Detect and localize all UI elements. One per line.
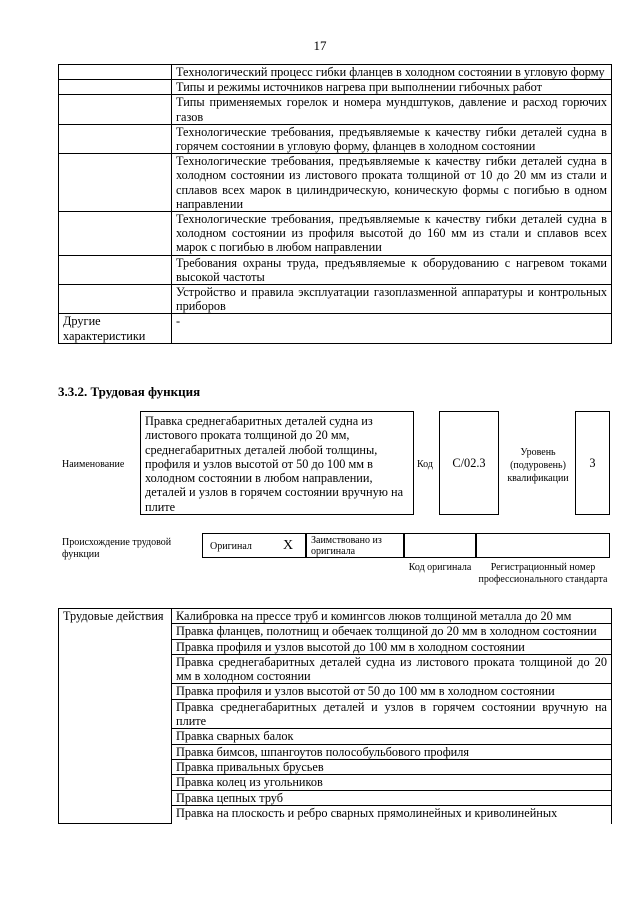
requirement-item: Устройство и правила эксплуатации газоплазменной аппаратуры и контрольных приборов — [172, 285, 612, 314]
requirement-item: Технологические требования, предъявляемые к качеству гибки деталей судна в горячем состоянии в угловую форму, фланцев в холодном состоянии — [172, 124, 612, 153]
labor-action-item: Правка на плоскость и ребро сварных прямолинейных и криволинейных — [172, 805, 612, 824]
labor-action-item: Правка сварных балок — [172, 729, 612, 744]
function-name-box: Правка среднегабаритных деталей судна из листового проката толщиной до 20 мм, среднегабаритных деталей любой толщины, профиля и узлов высотой от 50 до 100 мм в холодном состоянии в любом направлении, деталей и узлов в горячем состоянии вручную на плите — [140, 411, 414, 515]
table-cell-empty — [59, 154, 172, 212]
table-row — [59, 314, 612, 343]
requirement-item: Технологические требования, предъявляемые к качеству гибки деталей судна в холодном состоянии из профиля высотой до 160 мм из стали и сплавов всех марок с погибью в любом направлении — [172, 212, 612, 256]
requirement-item: Типы применяемых горелок и номера мундштуков, давление и расход горючих газов — [172, 95, 612, 124]
labor-action-item: Правка профиля и узлов высотой от 50 до 100 мм в холодном состоянии — [172, 684, 612, 699]
requirement-item: Требования охраны труда, предъявляемые к оборудованию с нагревом токами высокой частоты — [172, 255, 612, 284]
labor-action-item: Правка цепных труб — [172, 790, 612, 805]
requirements-table — [58, 64, 612, 344]
original-code-box — [404, 533, 476, 558]
code-label: Код — [417, 459, 433, 470]
table-cell-empty — [59, 124, 172, 153]
labor-action-item: Правка среднегабаритных деталей и узлов в горячем состоянии вручную на плите — [172, 699, 612, 729]
table-cell-empty — [59, 80, 172, 95]
labor-action-item: Правка профиля и узлов высотой до 100 мм в холодном состоянии — [172, 639, 612, 654]
original-code-caption: Код оригинала — [408, 562, 472, 573]
page-number: 17 — [313, 38, 327, 53]
requirement-item: Технологический процесс гибки фланцев в холодном состоянии в угловую форму — [172, 65, 612, 80]
labor-action-item: Правка колец из угольников — [172, 775, 612, 790]
other-characteristics-value: - — [172, 314, 612, 343]
table-row — [59, 65, 612, 80]
requirement-item: Технологические требования, предъявляемые к качеству гибки деталей судна в холодном состоянии из листового проката толщиной от 10 до 20 мм из стали и сплавов всех марок в цилиндрическую, коническую формы с погибью в одном направлении — [172, 154, 612, 212]
registration-number-box — [476, 533, 610, 558]
table-cell-empty — [59, 255, 172, 284]
table-row — [59, 609, 612, 624]
name-label: Наименование — [62, 459, 125, 470]
labor-action-item: Правка бимсов, шпангоутов полособульбового профиля — [172, 744, 612, 759]
labor-action-item: Правка фланцев, полотнищ и обечаек толщиной до 20 мм в холодном состоянии — [172, 624, 612, 639]
level-value: 3 — [589, 455, 596, 470]
table-cell-empty — [59, 65, 172, 80]
table-row — [59, 95, 612, 124]
labor-actions-label: Трудовые действия — [59, 609, 172, 824]
section-heading: 3.3.2. Трудовая функция — [58, 384, 201, 399]
table-row — [59, 212, 612, 256]
original-mark: X — [283, 538, 294, 553]
original-label: Оригинал — [210, 541, 252, 552]
level-label: Уровень (подуровень) квалификации — [507, 447, 569, 484]
table-cell-empty — [59, 285, 172, 314]
borrowed-label: Заимствовано из оригинала — [306, 533, 404, 558]
table-row — [59, 80, 612, 95]
table-row — [59, 255, 612, 284]
origin-label: Происхождение трудовой функции — [62, 537, 172, 560]
table-row — [59, 285, 612, 314]
registration-number-caption: Регистрационный номер профессионального стандарта — [478, 562, 608, 585]
table-row — [59, 124, 612, 153]
code-value: C/02.3 — [452, 455, 486, 470]
labor-action-item: Правка привальных брусьев — [172, 759, 612, 774]
other-characteristics-label: Другие характеристики — [59, 314, 172, 343]
labor-action-item: Калибровка на прессе труб и комингсов люков толщиной металла до 20 мм — [172, 609, 612, 624]
level-box — [575, 411, 610, 515]
requirement-item: Типы и режимы источников нагрева при выполнении гибочных работ — [172, 80, 612, 95]
table-cell-empty — [59, 95, 172, 124]
labor-action-item: Правка среднегабаритных деталей судна из листового проката толщиной до 20 мм в холодном состоянии — [172, 654, 612, 684]
code-box — [439, 411, 499, 515]
table-row — [59, 154, 612, 212]
labor-actions-table — [58, 608, 612, 824]
table-cell-empty — [59, 212, 172, 256]
